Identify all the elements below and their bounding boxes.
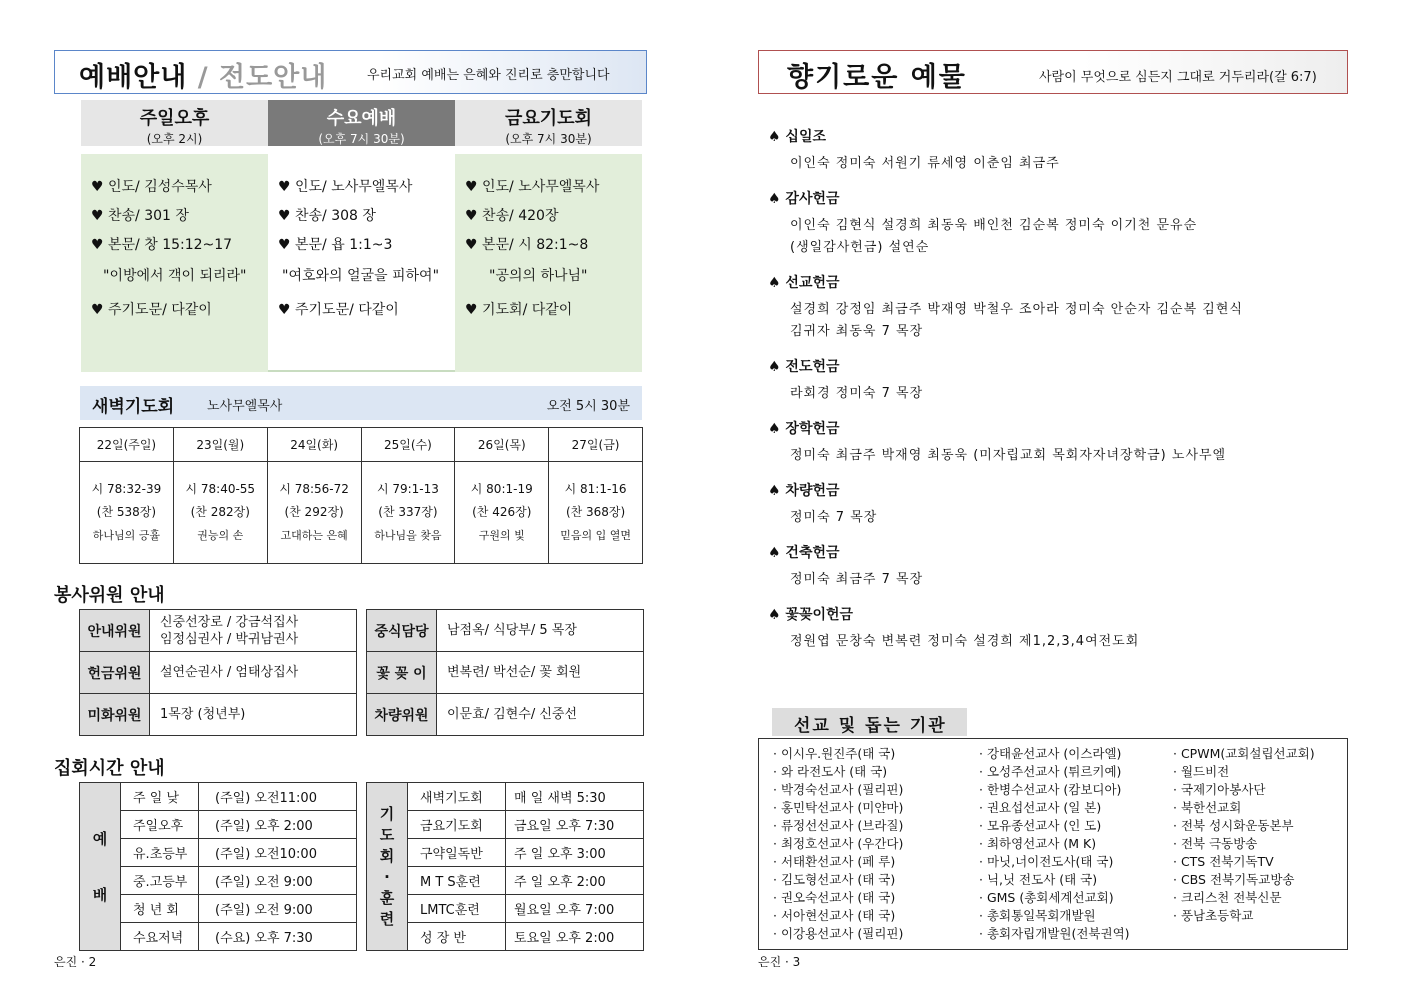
dawn-prayer-header: 새벽기도회 노사무엘목사 오전 5시 30분 <box>80 386 642 420</box>
meeting-section-title: 집회시간 안내 <box>54 758 165 779</box>
worship-guide-title-box <box>54 50 647 94</box>
offering-item: ♠ 꽃꽂이헌금 정원엽 문창숙 변복련 정미숙 설경희 제1,2,3,4여전도회 <box>768 607 1140 649</box>
page-title: 예배안내 / 전도안내 <box>79 62 328 93</box>
prayer-training-table: 기 도 회 · 훈 련 새벽기도회 매 일 새벽 5:30 금요기도회 금요일 오후 7:30 구약일독반 주 일 오후 3:00 M T S훈련 주 일 오후 2:00 LMTC훈련 월요일 오후 7:00 성 장 반 토요일 오후 2:00 <box>366 782 644 951</box>
offering-item: ♠ 전도헌금 라회경 정미숙 7 목장 <box>768 359 924 401</box>
page-subtitle: 우리교회 예배는 은혜와 진리로 충만합니다 <box>367 68 610 83</box>
offering-item: ♠ 장학헌금 정미숙 최금주 박재영 최동욱 (미자립교회 목회자자녀장학금) 노사무엘 <box>768 421 1227 463</box>
service-header-wednesday: 수요예배 (오후 7시 30분) <box>268 100 455 146</box>
service-detail-sunday: ♥ 인도/ 김성수목사 ♥ 찬송/ 301 장 ♥ 본문/ 창 15:12~17 "이방에서 객이 되리라" ♥ 주기도문/ 다같이 <box>81 154 268 372</box>
offering-item: ♠ 선교헌금 설경희 강정임 최금주 박재영 박철우 조아라 정미숙 안순자 김순복 김현식 김귀자 최동욱 7 목장 <box>768 275 1243 339</box>
service-header-sunday: 주일오후 (오후 2시) <box>81 100 268 146</box>
offering-list <box>768 126 1348 666</box>
mission-section-title: 선교 및 돕는 기관 <box>772 708 967 736</box>
offering-subtitle: 사람이 무엇으로 심든지 그대로 거두리라(갈 6:7) <box>1039 70 1317 85</box>
page-number-left: 은진 · 2 <box>54 955 97 969</box>
service-detail-friday: ♥ 인도/ 노사무엘목사 ♥ 찬송/ 420장 ♥ 본문/ 시 82:1~8 "공의의 하나님" ♥ 기도회/ 다같이 <box>455 154 642 372</box>
offering-title: 향기로운 예물 <box>787 62 967 93</box>
mission-column-2: · 강태윤선교사 (이스라엘) · 오성주선교사 (튀르키예) · 한병수선교사 (캄보디아) · 권요섭선교사 (일 본) · 모유종선교사 (인 도) · 최하영선교사 (M K) · 마닛,너이전도사(태 국) · 닉,닛 전도사 (태 국) · GMS (총회세계선교회) · 총회통일목회개발원 · 총회자립개발원(전북권역) <box>979 746 1130 941</box>
mission-box <box>758 738 1348 950</box>
offering-item: ♠ 차량헌금 정미숙 7 목장 <box>768 483 878 525</box>
volunteer-table-b: 중식담당 남점옥/ 식당부/ 5 목장 꽃 꽂 이 변복련/ 박선순/ 꽃 회원 차량위원 이문효/ 김현수/ 신중선 <box>366 609 644 736</box>
service-header-friday: 금요기도회 (오후 7시 30분) <box>455 100 642 146</box>
offering-title-box <box>758 50 1348 94</box>
service-detail-wednesday: ♥ 인도/ 노사무엘목사 ♥ 찬송/ 308 장 ♥ 본문/ 욥 1:1~3 "여호와의 얼굴을 피하여" ♥ 주기도문/ 다같이 <box>268 154 455 372</box>
offering-item: ♠ 건축헌금 정미숙 최금주 7 목장 <box>768 545 924 587</box>
mission-column-3: · CPWM(교회설립선교회) · 월드비전 · 국제기아봉사단 · 북한선교회 · 전북 성시화운동본부 · 전북 극동방송 · CTS 전북기독TV · CBS 전북기독교방송 · 크리스천 전북신문 · 풍남초등학교 <box>1173 746 1315 923</box>
volunteer-table-a: 안내위원 신중선장로 / 강금석집사 임정심권사 / 박귀남권사 헌금위원 설연순권사 / 엄태상집사 미화위원 1목장 (청년부) <box>79 609 357 736</box>
page-number-right: 은진 · 3 <box>758 955 801 969</box>
volunteer-section-title: 봉사위원 안내 <box>54 585 165 606</box>
mission-column-1: · 이시우.원진주(태 국) · 와 라전도사 (태 국) · 박경숙선교사 (필리핀) · 홍민탁선교사 (미얀마) · 류정선선교사 (브라질) · 최정호선교사 (우간다) · 서태환선교사 (페 루) · 김도형선교사 (태 국) · 권오숙선교사 (태 국) · 서아현선교사 (태 국) · 이강용선교사 (필리핀) <box>773 746 904 941</box>
offering-item: ♠ 십일조 이인숙 정미숙 서원기 류세영 이춘임 최금주 <box>768 129 1060 171</box>
worship-time-table: 예 배 주 일 낮 (주일) 오전11:00 주일오후 (주일) 오후 2:00 유.초등부 (주일) 오전10:00 중.고등부 (주일) 오전 9:00 청 년 회 (주일) 오전 9:00 수요저녁 (수요) 오후 7:30 <box>79 782 357 951</box>
dawn-prayer-schedule-table: 22일(주일) 23일(월) 24일(화) 25일(수) 26일(목) 27일(금) 시 78:32-39 (찬 538장) 하나님의 긍휼 시 78:40-55 (찬 282장) 권능의 손 시 78:56-72 (찬 292장) 고대하는 은혜 시 79:1-13 (찬 337장) 하나님을 찾음 시 80:1-19 (찬 426장) 구원의 빛 시 81:1-16 (찬 368장) 믿음의 입 열면 <box>79 427 643 564</box>
offering-item: ♠ 감사헌금 이인숙 김현식 설경희 최동욱 배인천 김순복 정미숙 이기천 문유순 (생일감사헌금) 설연순 <box>768 191 1198 255</box>
